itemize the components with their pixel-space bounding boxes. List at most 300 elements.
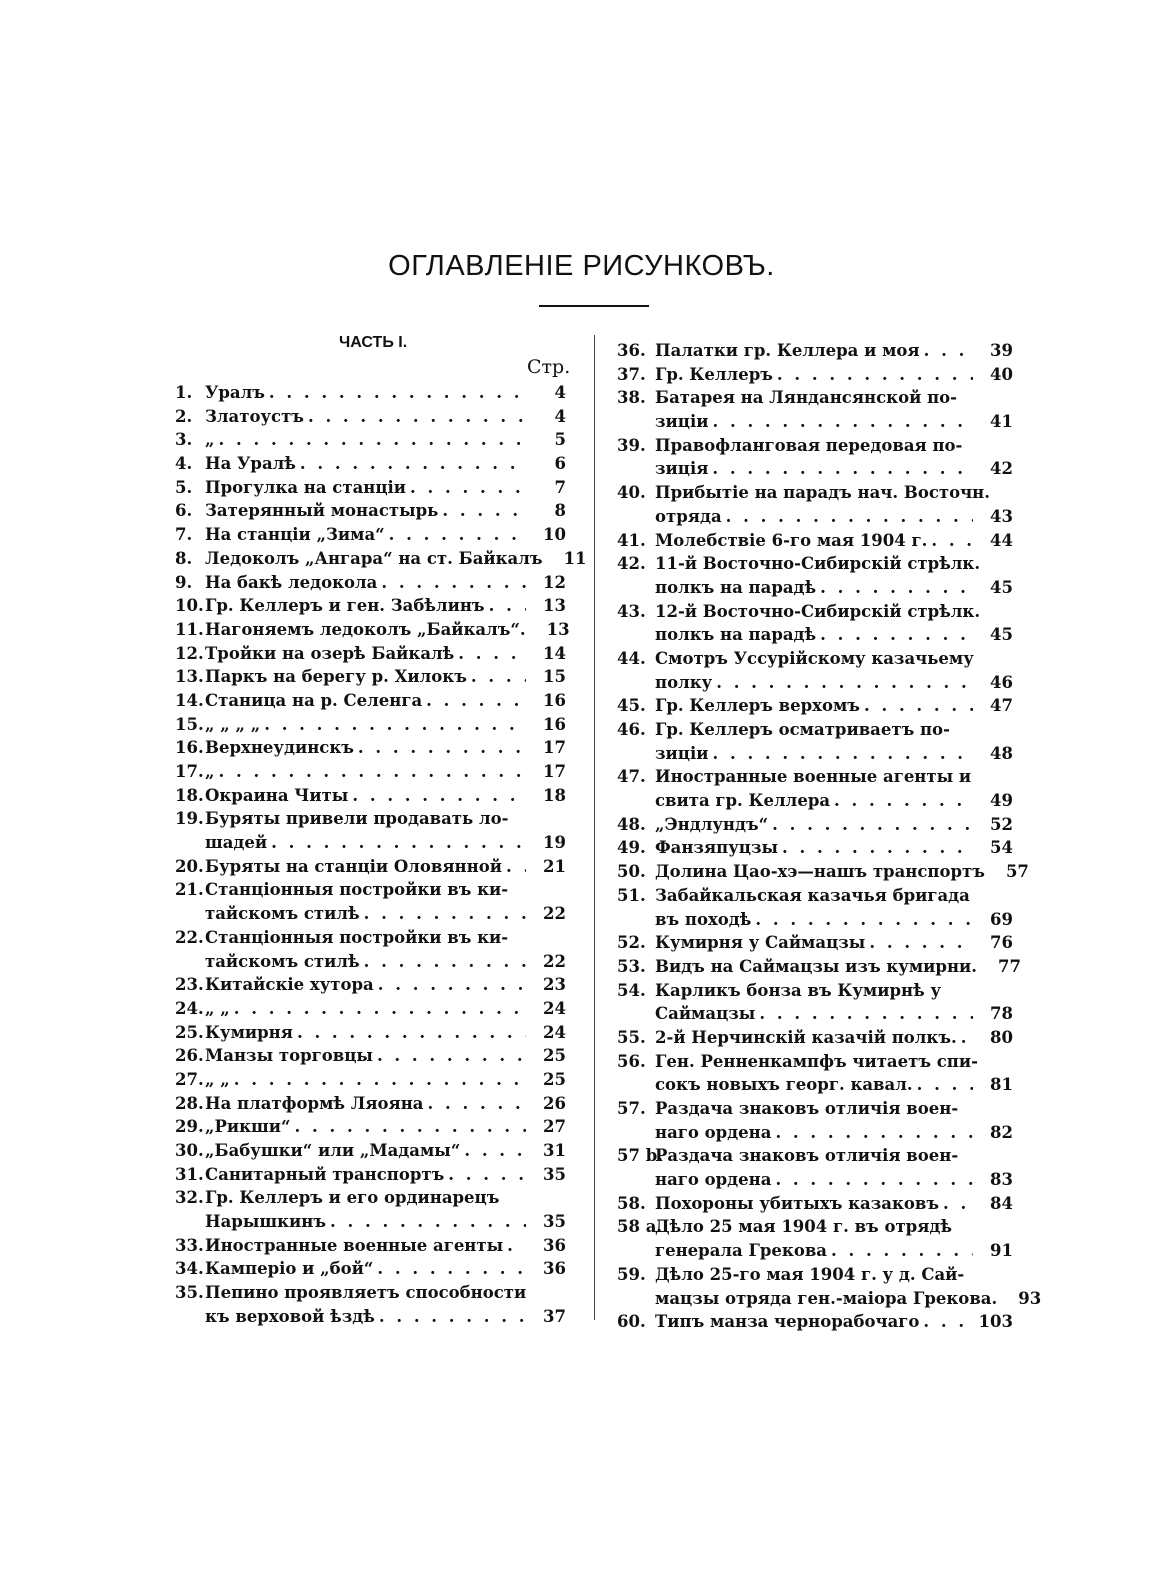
- entry-number: 59.: [617, 1264, 646, 1284]
- page-number: 4: [554, 383, 566, 402]
- page-number: 44: [990, 530, 1013, 550]
- leader-dots: [354, 736, 526, 760]
- toc-line: [617, 742, 1017, 766]
- entry-number: 47.: [617, 767, 646, 787]
- leader-dots: [296, 452, 526, 476]
- leader-dots: [771, 1121, 973, 1145]
- entry-title: „Бабушки“ или „Мадамы“: [205, 1141, 461, 1160]
- leader-dots: [939, 1192, 973, 1216]
- entry-number: 41.: [617, 530, 646, 550]
- entry-title: Кумирня у Саймацзы: [655, 933, 866, 953]
- entry-title: На бакѣ ледокола: [205, 572, 378, 592]
- toc-entry: [175, 1281, 570, 1328]
- toc-line: [175, 1044, 570, 1068]
- entry-title: полкъ на парадѣ: [655, 625, 817, 645]
- entry-title: Паркъ на берегу р. Хилокъ: [205, 667, 467, 687]
- toc-entry: [617, 1050, 1017, 1097]
- toc-entry: [175, 405, 570, 429]
- page-number: 13: [543, 596, 566, 616]
- entry-title: Верхнеудинскъ: [205, 738, 354, 758]
- toc-entry: [617, 1097, 1017, 1144]
- leader-dots: [374, 973, 526, 997]
- entry-title: Нагоняемъ ледоколъ „Байкалъ“.: [205, 619, 526, 639]
- entry-title: свита гр. Келлера: [655, 791, 831, 811]
- page-number: 49: [990, 791, 1013, 811]
- toc-line: [175, 381, 570, 405]
- entry-number: 5.: [175, 477, 193, 497]
- toc-entry: [175, 499, 570, 523]
- toc-line: [617, 1097, 1017, 1121]
- toc-line: [175, 1163, 570, 1187]
- entry-number: 14.: [175, 690, 204, 710]
- entry-number: 18.: [175, 785, 204, 805]
- toc-line: [175, 1186, 570, 1210]
- leader-dots: [957, 1026, 973, 1050]
- entry-title: Уралъ: [205, 383, 265, 402]
- entry-title: наго ордена: [655, 1122, 772, 1142]
- right-column: [617, 339, 1042, 1334]
- entry-number: 35.: [175, 1283, 204, 1303]
- toc-line: [175, 594, 570, 618]
- page-number: 93: [1018, 1288, 1042, 1308]
- page-number: 91: [990, 1241, 1013, 1261]
- toc-line: [617, 529, 1017, 553]
- toc-line: [175, 571, 570, 595]
- entry-number: 31.: [175, 1164, 204, 1184]
- toc-line: [617, 694, 1017, 718]
- leader-dots: [778, 836, 973, 860]
- entry-title: 11-й Восточно-Сибирскій стрѣлк.: [655, 554, 981, 574]
- page-number: 17: [543, 738, 566, 758]
- page-number: 69: [990, 909, 1013, 929]
- leader-dots: [348, 784, 526, 808]
- toc-line: [175, 1281, 570, 1305]
- entry-title: Тройки на озерѣ Байкалѣ: [205, 643, 455, 663]
- entry-number: 46.: [617, 720, 646, 739]
- entry-number: 40.: [617, 483, 646, 503]
- page-number: 103: [978, 1312, 1013, 1332]
- toc-entry: [175, 381, 570, 405]
- toc-line: [617, 1287, 1042, 1311]
- toc-line: [617, 1192, 1017, 1216]
- toc-line: [175, 784, 570, 808]
- leader-dots: [444, 1163, 526, 1187]
- page-number: 16: [543, 714, 566, 734]
- entry-title: На Уралѣ: [205, 454, 296, 474]
- leader-dots: [502, 855, 526, 879]
- leader-dots: [768, 813, 973, 837]
- page-number: 46: [990, 672, 1013, 692]
- toc-line: [175, 1115, 570, 1139]
- toc-line: [175, 1068, 570, 1092]
- page-number: 57: [1005, 862, 1029, 882]
- toc-entry: [617, 434, 1017, 481]
- part-heading: ЧАСТЬ I.: [339, 334, 408, 351]
- toc-entry: [617, 860, 1029, 884]
- entry-title: сокъ новыхъ георг. кавал.: [655, 1075, 913, 1095]
- toc-entry: [175, 523, 570, 547]
- toc-line: [175, 452, 570, 476]
- toc-line: [617, 884, 1017, 908]
- page-title: ОГЛАВЛЕНІЕ РИСУНКОВЪ.: [388, 250, 775, 282]
- toc-line: [617, 1168, 1017, 1192]
- page-number: 12: [543, 572, 566, 592]
- entry-number: 54.: [617, 980, 646, 1000]
- entry-title: полкъ на парадѣ: [655, 577, 817, 597]
- entry-title: Саймацзы: [655, 1004, 756, 1024]
- toc-line: [617, 1263, 1017, 1287]
- entry-title: „: [205, 762, 215, 781]
- entry-number: 49.: [617, 838, 646, 858]
- entry-title: Ген. Ренненкампфъ читаетъ спи-: [655, 1051, 978, 1071]
- entry-number: 8.: [175, 548, 193, 568]
- entry-number: 44.: [617, 648, 646, 668]
- page-number: 18: [543, 785, 566, 805]
- entry-title: Фанзяпуцзы: [655, 838, 779, 858]
- entry-number: 19.: [175, 809, 204, 829]
- toc-entry: [175, 689, 570, 713]
- entry-title: тайскомъ стилѣ: [205, 904, 360, 924]
- toc-line: [175, 1305, 570, 1329]
- toc-line: [617, 410, 1017, 434]
- entry-title: наго ордена: [655, 1170, 772, 1190]
- page-number: 17: [543, 762, 566, 781]
- toc-entry: [617, 884, 1017, 931]
- leader-dots: [304, 405, 526, 429]
- leader-dots: [919, 1310, 973, 1334]
- entry-title: зиціи: [655, 743, 709, 763]
- toc-entry: [175, 452, 570, 476]
- page-number: 80: [990, 1027, 1013, 1047]
- toc-entry: [175, 1021, 570, 1045]
- entry-title: Долина Цао-хэ—нашъ транспортъ: [655, 862, 985, 882]
- entry-number: 51.: [617, 885, 646, 905]
- entry-title: Кумирня: [205, 1022, 293, 1042]
- toc-line: [617, 1026, 1017, 1050]
- toc-line: [175, 1139, 570, 1163]
- page-number: 78: [990, 1004, 1013, 1024]
- entry-title: На платформѣ Ляояна: [205, 1093, 424, 1113]
- toc-entry: [617, 529, 1017, 553]
- toc-entry: [617, 1310, 1017, 1334]
- toc-line: [175, 997, 570, 1021]
- entry-title: Похороны убитыхъ казаковъ: [655, 1193, 940, 1213]
- entry-title: Типъ манза чернорабочаго: [655, 1312, 920, 1332]
- entry-title: „Рикши“: [205, 1117, 291, 1137]
- leader-dots: [230, 997, 526, 1021]
- leader-dots: [708, 410, 973, 434]
- toc-line: [617, 979, 1017, 1003]
- page-number: 45: [990, 625, 1013, 645]
- toc-entry: [175, 926, 570, 973]
- leader-dots: [708, 742, 973, 766]
- entry-title: Манзы торговцы: [205, 1046, 373, 1066]
- entry-title: Ледоколъ „Ангара“ на ст. Байкалъ: [205, 548, 543, 568]
- toc-entry: [617, 765, 1017, 812]
- entry-title: отряда: [655, 506, 722, 526]
- toc-entry: [175, 1257, 570, 1281]
- page-number: 7: [554, 477, 566, 497]
- entry-title: „ „: [205, 1069, 230, 1089]
- page-number: 76: [990, 933, 1013, 953]
- entry-number: 21.: [175, 880, 204, 900]
- toc-entry: [175, 1115, 570, 1139]
- entry-number: 23.: [175, 975, 204, 995]
- toc-line: [617, 765, 1017, 789]
- entry-title: Раздача знаковъ отличія воен-: [655, 1146, 959, 1166]
- entry-number: 48.: [617, 814, 646, 834]
- page-number: 8: [554, 501, 566, 521]
- entry-number: 33.: [175, 1235, 204, 1255]
- toc-line: [617, 552, 1017, 576]
- leader-dots: [377, 571, 526, 595]
- toc-line: [617, 1050, 1017, 1074]
- column-divider: [594, 335, 595, 1320]
- page-number: 6: [554, 454, 566, 474]
- toc-line: [617, 1144, 1017, 1168]
- entry-title: „ „: [205, 998, 230, 1018]
- toc-entry: [175, 1139, 570, 1163]
- entry-title: Иностранные военные агенты и: [655, 767, 972, 787]
- toc-entry: [617, 979, 1017, 1026]
- entry-title: въ походѣ: [655, 909, 752, 929]
- entry-title: мацзы отряда ген.-маіора Грекова.: [655, 1288, 998, 1308]
- leader-dots: [927, 529, 973, 553]
- entry-number: 56.: [617, 1051, 646, 1071]
- toc-entry: [617, 1215, 1017, 1262]
- leader-dots: [424, 1092, 527, 1116]
- toc-line: [175, 1021, 570, 1045]
- entry-title: зиціи: [655, 412, 709, 432]
- page-number: 82: [990, 1122, 1013, 1142]
- page-column-label: Стр.: [527, 356, 571, 378]
- entry-number: 50.: [617, 862, 646, 882]
- toc-line: [617, 860, 1029, 884]
- entry-number: 7.: [175, 525, 193, 545]
- entry-title: Китайскіе хутора: [205, 975, 374, 995]
- entry-title: 12-й Восточно-Сибирскій стрѣлк.: [655, 601, 981, 621]
- toc-line: [175, 950, 570, 974]
- entry-number: 29.: [175, 1117, 204, 1137]
- toc-line: [175, 713, 570, 737]
- leader-dots: [373, 1257, 526, 1281]
- toc-line: [175, 855, 570, 879]
- toc-line: [617, 1073, 1017, 1097]
- entry-title: Правофланговая передовая по-: [655, 435, 963, 455]
- toc-line: [175, 973, 570, 997]
- entry-number: 36.: [617, 341, 646, 360]
- page-number: 84: [990, 1193, 1013, 1213]
- entry-title: Раздача знаковъ отличія воен-: [655, 1099, 959, 1118]
- toc-entry: [617, 386, 1017, 433]
- leader-dots: [373, 1044, 526, 1068]
- leader-dots: [230, 1068, 526, 1092]
- toc-entry: [175, 760, 570, 784]
- entry-title: Прибытіе на парадъ нач. Восточн.: [655, 483, 991, 503]
- page-number: 42: [990, 459, 1013, 479]
- toc-line: [617, 386, 1017, 410]
- page-number: 35: [543, 1212, 566, 1232]
- toc-line: [617, 623, 1017, 647]
- entry-title: Гр. Келлеръ и его ординарецъ: [205, 1188, 500, 1208]
- entry-number: 37.: [617, 364, 646, 384]
- toc-entry: [175, 878, 570, 925]
- page-number: 21: [543, 856, 566, 876]
- leader-dots: [422, 689, 526, 713]
- page-number: 83: [990, 1170, 1013, 1190]
- toc-entry: [175, 736, 570, 760]
- page-number: 10: [543, 525, 566, 545]
- entry-title: Прогулка на станціи: [205, 477, 407, 497]
- entry-title: Затерянный монастырь: [205, 501, 439, 521]
- leader-dots: [326, 1210, 526, 1234]
- page-number: 26: [543, 1093, 566, 1113]
- entry-title: Санитарный транспортъ: [205, 1164, 445, 1184]
- page-number: 24: [543, 1022, 566, 1042]
- entry-number: 9.: [175, 572, 193, 592]
- page-number: 35: [543, 1164, 566, 1184]
- leader-dots: [773, 363, 973, 387]
- toc-line: [617, 671, 1017, 695]
- toc-line: [617, 363, 1017, 387]
- toc-line: [617, 1002, 1017, 1026]
- entry-number: 27.: [175, 1069, 204, 1089]
- page-number: 13: [546, 619, 570, 639]
- toc-line: [175, 760, 570, 784]
- entry-title: „ „ „ „: [205, 714, 261, 734]
- leader-dots: [375, 1305, 526, 1329]
- leader-dots: [755, 1002, 973, 1026]
- entry-number: 1.: [175, 383, 193, 402]
- toc-entry: [175, 547, 587, 571]
- toc-line: [617, 813, 1017, 837]
- toc-line: [617, 481, 1017, 505]
- toc-entry: [617, 552, 1017, 599]
- toc-entry: [175, 1092, 570, 1116]
- toc-line: [175, 499, 570, 523]
- toc-line: [175, 405, 570, 429]
- entry-number: 57.: [617, 1099, 646, 1118]
- toc-entry: [175, 428, 570, 452]
- entry-title: къ верховой ѣздѣ: [205, 1306, 375, 1326]
- toc-line: [175, 902, 570, 926]
- entry-title: Дѣло 25 мая 1904 г. въ отрядѣ: [655, 1217, 953, 1237]
- toc-line: [175, 428, 570, 452]
- toc-entry: [617, 813, 1017, 837]
- page-number: 22: [543, 951, 566, 971]
- leader-dots: [860, 694, 973, 718]
- toc-line: [175, 807, 570, 831]
- leader-dots: [827, 1239, 973, 1263]
- toc-line: [175, 1092, 570, 1116]
- toc-line: [617, 908, 1017, 932]
- page-number: 5: [554, 430, 566, 450]
- leader-dots: [830, 789, 973, 813]
- page-number: 15: [543, 667, 566, 687]
- page-number: 41: [990, 412, 1013, 432]
- toc-entry: [617, 647, 1017, 694]
- entry-title: Камперіо и „бой“: [205, 1259, 374, 1279]
- toc-entry: [175, 713, 570, 737]
- toc-line: [175, 665, 570, 689]
- page-number: 77: [998, 956, 1021, 976]
- toc-line: [617, 931, 1017, 955]
- page-number: 36: [543, 1259, 566, 1279]
- page-number: 47: [990, 696, 1013, 716]
- entry-title: Дѣло 25-го мая 1904 г. у д. Сай-: [655, 1264, 965, 1284]
- title-underline: [539, 305, 649, 307]
- leader-dots: [406, 476, 526, 500]
- leader-dots: [291, 1115, 526, 1139]
- toc-line: [175, 547, 587, 571]
- toc-entry: [175, 571, 570, 595]
- toc-entry: [175, 665, 570, 689]
- leader-dots: [485, 594, 526, 618]
- entry-number: 58.: [617, 1193, 646, 1213]
- entry-title: Окраина Читы: [205, 785, 349, 805]
- toc-line: [175, 736, 570, 760]
- entry-title: Забайкальская казачья бригада: [655, 885, 970, 905]
- page-number: 31: [543, 1141, 566, 1160]
- entry-number: 13.: [175, 667, 204, 687]
- toc-entry: [617, 363, 1017, 387]
- toc-line: [617, 647, 1017, 671]
- toc-entry: [175, 594, 570, 618]
- toc-entry: [617, 694, 1017, 718]
- entry-number: 26.: [175, 1046, 204, 1066]
- entry-title: Гр. Келлеръ верхомъ: [655, 696, 860, 716]
- toc-entry: [175, 784, 570, 808]
- entry-number: 53.: [617, 956, 646, 976]
- toc-line: [175, 1257, 570, 1281]
- leader-dots: [722, 505, 973, 529]
- toc-entry: [175, 997, 570, 1021]
- toc-line: [617, 576, 1017, 600]
- entry-title: Пепино проявляетъ способности: [205, 1283, 527, 1303]
- entry-number: 39.: [617, 435, 646, 455]
- page-number: 48: [990, 743, 1013, 763]
- leader-dots: [385, 523, 526, 547]
- toc-entry: [617, 481, 1017, 528]
- entry-number: 25.: [175, 1022, 204, 1042]
- toc-entry: [617, 600, 1017, 647]
- toc-entry: [175, 1163, 570, 1187]
- toc-entry: [175, 642, 570, 666]
- entry-number: 17.: [175, 762, 204, 781]
- leader-dots: [454, 642, 526, 666]
- leader-dots: [708, 457, 973, 481]
- leader-dots: [771, 1168, 973, 1192]
- toc-entry: [175, 973, 570, 997]
- toc-line: [617, 457, 1017, 481]
- leader-dots: [293, 1021, 526, 1045]
- page-number: 4: [554, 406, 566, 426]
- toc-line: [175, 878, 570, 902]
- entry-number: 45.: [617, 696, 646, 716]
- toc-entry: [175, 618, 570, 642]
- entry-title: Палатки гр. Келлера и моя: [655, 341, 920, 360]
- page-number: 36: [543, 1235, 566, 1255]
- leader-dots: [267, 831, 526, 855]
- toc-line: [175, 476, 570, 500]
- toc-line: [617, 339, 1017, 363]
- page-number: 11: [563, 548, 587, 568]
- toc-entry: [617, 955, 1021, 979]
- page-number: 40: [990, 364, 1013, 384]
- entry-title: полку: [655, 672, 713, 692]
- toc-entry: [175, 807, 570, 854]
- leader-dots: [360, 950, 526, 974]
